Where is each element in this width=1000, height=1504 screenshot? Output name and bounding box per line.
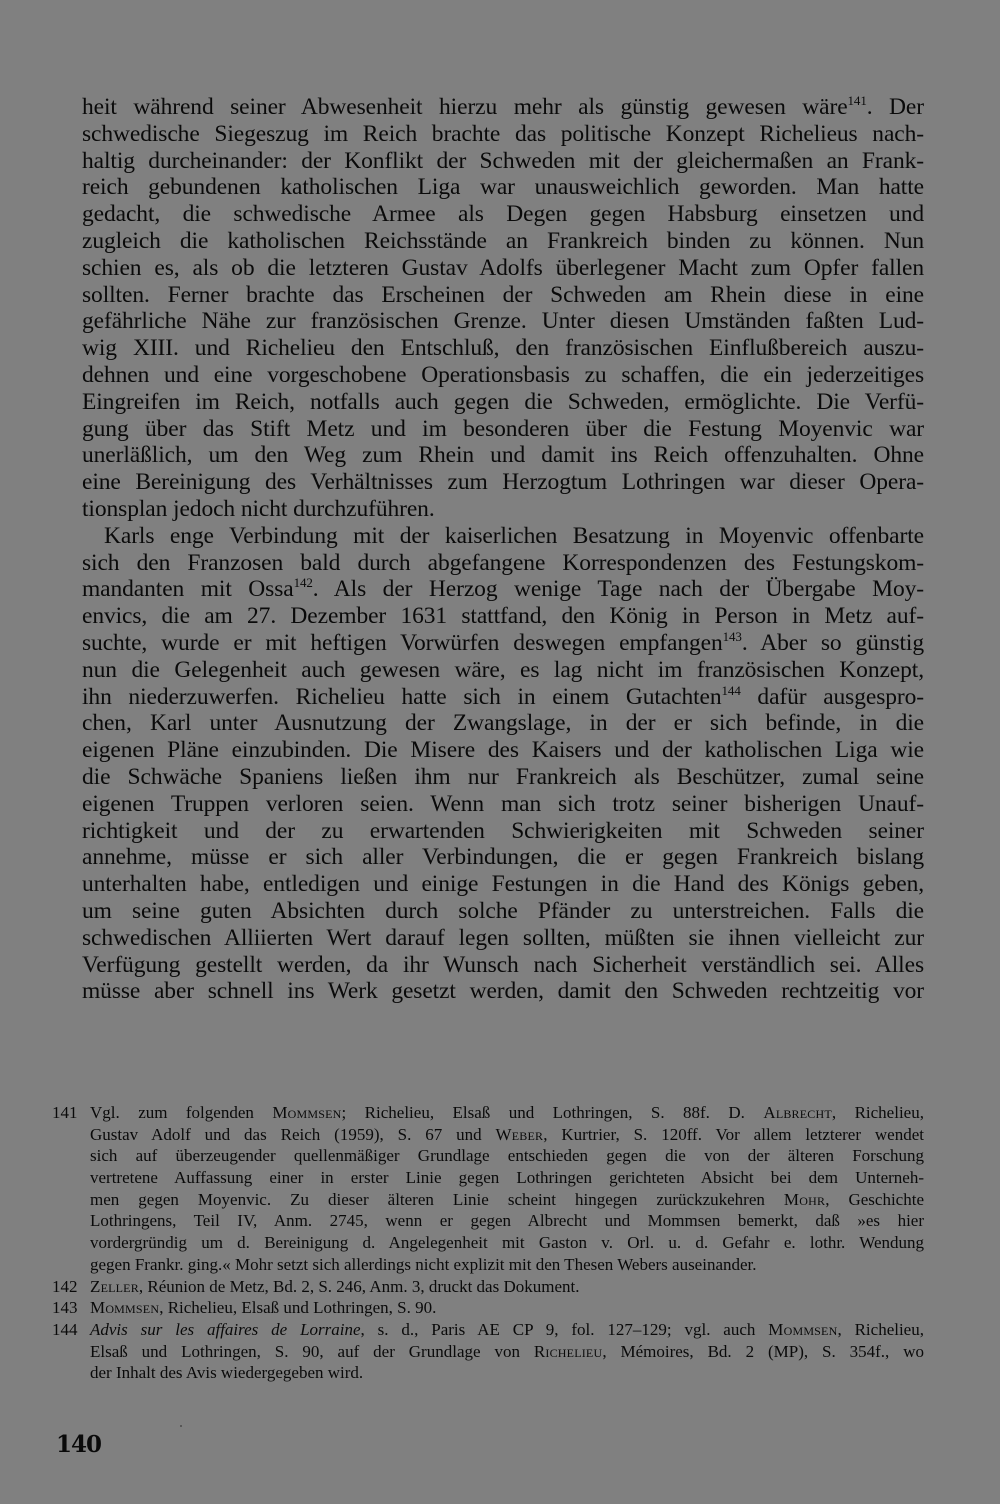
body-line-text: Karls enge Verbindung mit der kaiserlichen Besatzung in Moyenvic offenbarte bbox=[104, 522, 924, 549]
footnote-reference[interactable]: 142 bbox=[293, 575, 313, 591]
title-italic: Advis sur les affaires de Lorraine bbox=[90, 1319, 361, 1339]
body-line bbox=[82, 630, 924, 657]
footnote-reference[interactable]: 144 bbox=[721, 682, 741, 698]
footnote-segment: vordergründig um d. Bereinigung d. Angelegenheit mit Gaston v. Orl. u. d. Gefahr e. lothr. Wendung bbox=[90, 1233, 924, 1253]
page-number: 140 bbox=[56, 1431, 102, 1458]
body-line-text: . Der bbox=[866, 94, 924, 120]
footnote-segment: ; Richelieu, Elsaß und Lothringen, S. 88f. D. bbox=[341, 1103, 764, 1122]
footnote-segment: , Richelieu, bbox=[837, 1319, 924, 1339]
scan-speck bbox=[180, 1425, 182, 1427]
body-line bbox=[82, 523, 924, 550]
body-line-text: dafür ausgespro- bbox=[740, 683, 925, 710]
footnote-line bbox=[90, 1254, 924, 1276]
body-line-text: wig XIII. und Richelieu den Entschluß, den französischen Einflußbereich auszu- bbox=[82, 335, 924, 362]
body-line-text: eine Bereinigung des Verhältnisses zum Herzogtum Lothringen war dieser Opera- bbox=[82, 469, 924, 496]
footnote-141 bbox=[52, 1102, 924, 1276]
footnote-segment: , Geschichte bbox=[825, 1189, 924, 1209]
body-line-text: schien es, als ob die letzteren Gustav Adolfs überlegener Macht zum Opfer fallen bbox=[82, 254, 924, 281]
body-line-text: mandanten mit Ossa bbox=[82, 576, 294, 603]
body-line-text: tionsplan jedoch nicht durchzuführen. bbox=[82, 495, 435, 522]
author-name: Weber bbox=[495, 1124, 544, 1144]
body-line-text: gefährliche Nähe zur französischen Grenze. Unter diesen Umständen faßten Lud- bbox=[82, 308, 924, 335]
footnote-segment: , Réunion de Metz, Bd. 2, S. 246, Anm. 3, druckt das Dokument. bbox=[138, 1276, 580, 1296]
body-line bbox=[82, 684, 924, 711]
footnote-segment: der Inhalt des Avis wiedergegeben wird. bbox=[90, 1363, 364, 1383]
footnote-segment: , Richelieu, Elsaß und Lothringen, S. 90. bbox=[159, 1298, 437, 1318]
body-line bbox=[82, 148, 924, 175]
body-line-text: gung über das Stift Metz und im besonderen über die Festung Moyenvic war bbox=[82, 415, 924, 442]
body-line-text: Eingreifen im Reich, notfalls auch gegen die Schweden, ermöglichte. Die Verfü- bbox=[82, 388, 924, 415]
body-line bbox=[82, 550, 924, 577]
footnote-reference[interactable]: 143 bbox=[722, 628, 742, 644]
footnote-segment: , Kurtrier, S. 120ff. Vor allem letzterer wendet bbox=[543, 1124, 924, 1144]
body-line bbox=[82, 952, 924, 979]
footnote-segment: Vgl. zum folgenden bbox=[90, 1103, 273, 1122]
author-name: Richelieu bbox=[533, 1341, 603, 1361]
footnote-line bbox=[90, 1362, 924, 1384]
body-line-text: eigenen Pläne einzubinden. Die Misere des Kaisers und der katholischen Liga wie bbox=[82, 737, 924, 764]
body-line-text: eigenen Truppen verloren seien. Wenn man sich trotz seiner bisherigen Unauf- bbox=[82, 790, 924, 817]
footnote-number: 142 bbox=[52, 1276, 78, 1296]
body-line bbox=[82, 978, 924, 1005]
body-line-text: schwedischen Alliierten Wert darauf legen sollten, müßten sie ihnen vielleicht zur bbox=[82, 924, 924, 951]
body-line-text: die Schwäche Spaniens ließen ihm nur Frankreich als Beschützer, zumal seine bbox=[82, 763, 924, 790]
body-line-text: unerläßlich, um den Weg zum Rhein und damit ins Reich offenzuhalten. Ohne bbox=[82, 442, 924, 469]
footnote-segment: vertretene Auffassung einer in erster Linie gegen Lothringen gerichteten Absicht bei dem Unterneh- bbox=[90, 1168, 924, 1188]
body-line-text: sollten. Ferner brachte das Erscheinen der Schweden am Rhein diese in eine bbox=[82, 281, 924, 308]
footnote-line bbox=[90, 1297, 924, 1319]
footnote-segment: Elsaß und Lothringen, S. 90, auf der Grundlage von bbox=[90, 1341, 534, 1361]
body-line-text: heit während seiner Abwesenheit hierzu mehr als günstig gewesen wäre bbox=[82, 94, 848, 120]
footnote-segment: men gegen Moyenvic. Zu dieser älteren Linie scheint hingegen zurückzukehren bbox=[90, 1189, 784, 1209]
body-line bbox=[82, 174, 924, 201]
body-line bbox=[82, 255, 924, 282]
body-line bbox=[82, 764, 924, 791]
footnote-segment: sich auf überzeugender quellenmäßiger Grundlage entschieden gegen die von der älteren Forschung bbox=[90, 1146, 924, 1166]
footnote-line bbox=[90, 1319, 924, 1341]
body-line bbox=[82, 416, 924, 443]
body-line bbox=[82, 603, 924, 630]
footnote-text bbox=[90, 1319, 924, 1384]
footnote-144 bbox=[52, 1319, 924, 1384]
body-line bbox=[82, 898, 924, 925]
body-line-text: . Aber so günstig bbox=[741, 629, 924, 656]
footnote-segment: , s. d., Paris AE CP 9, fol. 127–129; vgl. auch bbox=[360, 1319, 769, 1339]
body-line-text: haltig durcheinander: der Konflikt der Schweden mit der gleichermaßen an Frank- bbox=[82, 147, 924, 174]
body-line-text: unterhalten habe, entledigen und einige Festungen in die Hand des Königs geben, bbox=[82, 871, 924, 898]
footnote-reference[interactable]: 141 bbox=[847, 93, 867, 108]
body-line bbox=[82, 308, 924, 335]
footnote-line bbox=[90, 1341, 924, 1363]
body-line bbox=[82, 818, 924, 845]
footnote-number: 143 bbox=[52, 1298, 78, 1318]
body-line-text: annehme, müsse er sich aller Verbindungen, die er gegen Frankreich bislang bbox=[82, 844, 924, 871]
body-line bbox=[82, 496, 924, 523]
body-line-text: zugleich die katholischen Reichsstände an Frankreich binden zu können. Nun bbox=[82, 227, 924, 254]
body-line bbox=[82, 389, 924, 416]
footnote-text bbox=[90, 1276, 924, 1298]
body-line-text: um seine guten Absichten durch solche Pfänder zu unterstreichen. Falls die bbox=[82, 897, 924, 924]
body-line bbox=[82, 362, 924, 389]
body-line-text: gedacht, die schwedische Armee als Degen gegen Habsburg einsetzen und bbox=[82, 201, 924, 228]
body-line bbox=[82, 228, 924, 255]
footnote-line bbox=[90, 1232, 924, 1254]
body-line bbox=[82, 791, 924, 818]
body-line bbox=[82, 844, 924, 871]
footnote-line bbox=[90, 1145, 924, 1167]
body-line-text: dehnen und eine vorgeschobene Operationsbasis zu schaffen, die ein jederzeitiges bbox=[82, 361, 924, 388]
footnote-line bbox=[90, 1189, 924, 1211]
footnote-143 bbox=[52, 1297, 924, 1319]
body-line bbox=[82, 94, 924, 121]
body-line bbox=[82, 871, 924, 898]
body-line bbox=[82, 335, 924, 362]
body-line-text: müsse aber schnell ins Werk gesetzt werden, damit den Schweden rechtzeitig vor bbox=[82, 978, 924, 1005]
body-line-text: ihn niederzuwerfen. Richelieu hatte sich in einem Gutachten bbox=[82, 683, 722, 710]
body-line bbox=[82, 925, 924, 952]
footnote-segment: , Richelieu, bbox=[831, 1103, 924, 1122]
footnote-line bbox=[90, 1124, 924, 1146]
footnote-segment: Gustav Adolf und das Reich (1959), S. 67 und bbox=[90, 1124, 496, 1144]
body-line-text: reich gebundenen katholischen Liga war unausweichlich geworden. Man hatte bbox=[82, 174, 924, 201]
body-line bbox=[82, 201, 924, 228]
footnote-text bbox=[90, 1102, 924, 1276]
footnote-142 bbox=[52, 1276, 924, 1298]
body-line-text: envics, die am 27. Dezember 1631 stattfand, den König in Person in Metz auf- bbox=[82, 603, 924, 630]
body-line bbox=[82, 282, 924, 309]
body-line bbox=[82, 442, 924, 469]
body-line-text: schwedische Siegeszug im Reich brachte das politische Konzept Richelieus nach- bbox=[82, 120, 924, 147]
author-name: Mommsen bbox=[90, 1298, 160, 1318]
body-line-text: sich den Franzosen bald durch abgefangene Korrespondenzen des Festungskom- bbox=[82, 549, 924, 576]
author-name: Mohr bbox=[783, 1189, 826, 1209]
author-name: Albrecht bbox=[763, 1103, 832, 1122]
footnote-segment: gegen Frankr. ging.« Mohr setzt sich allerdings nicht explizit mit den Thesen Webers auseinander. bbox=[90, 1254, 757, 1274]
body-line bbox=[82, 576, 924, 603]
author-name: Mommsen bbox=[768, 1319, 838, 1339]
body-line bbox=[82, 469, 924, 496]
body-text bbox=[82, 94, 924, 1005]
footnote-number: 144 bbox=[52, 1319, 78, 1339]
body-line-text: . Als der Herzog wenige Tage nach der Übergabe Moy- bbox=[312, 576, 924, 603]
footnote-number: 141 bbox=[52, 1103, 78, 1122]
author-name: Zeller bbox=[90, 1276, 139, 1296]
body-line-text: Verfügung gestellt werden, da ihr Wunsch nach Sicherheit verständlich sei. Alles bbox=[82, 951, 924, 978]
footnote-segment: Lothringens, Teil IV, Anm. 2745, wenn er gegen Albrecht und Mommsen bemerkt, daß »es hier bbox=[90, 1211, 924, 1231]
body-line bbox=[82, 121, 924, 148]
body-line-text: chen, Karl unter Ausnutzung der Zwangslage, in der er sich befinde, in die bbox=[82, 710, 924, 737]
footnote-segment: , Mémoires, Bd. 2 (MP), S. 354f., wo bbox=[602, 1341, 924, 1361]
body-line-text: nun die Gelegenheit auch gewesen wäre, es lag nicht im französischen Konzept, bbox=[82, 656, 924, 683]
body-line bbox=[82, 737, 924, 764]
footnote-line bbox=[90, 1102, 924, 1124]
body-line bbox=[82, 710, 924, 737]
body-line-text: richtigkeit und der zu erwartenden Schwierigkeiten mit Schweden seiner bbox=[82, 817, 924, 844]
body-line-text: suchte, wurde er mit heftigen Vorwürfen deswegen empfangen bbox=[82, 629, 723, 656]
footnote-line bbox=[90, 1210, 924, 1232]
footnote-line bbox=[90, 1167, 924, 1189]
author-name: Mommsen bbox=[272, 1103, 342, 1122]
footnote-text bbox=[90, 1297, 924, 1319]
body-line bbox=[82, 657, 924, 684]
footnotes bbox=[52, 1102, 924, 1384]
footnote-line bbox=[90, 1276, 924, 1298]
